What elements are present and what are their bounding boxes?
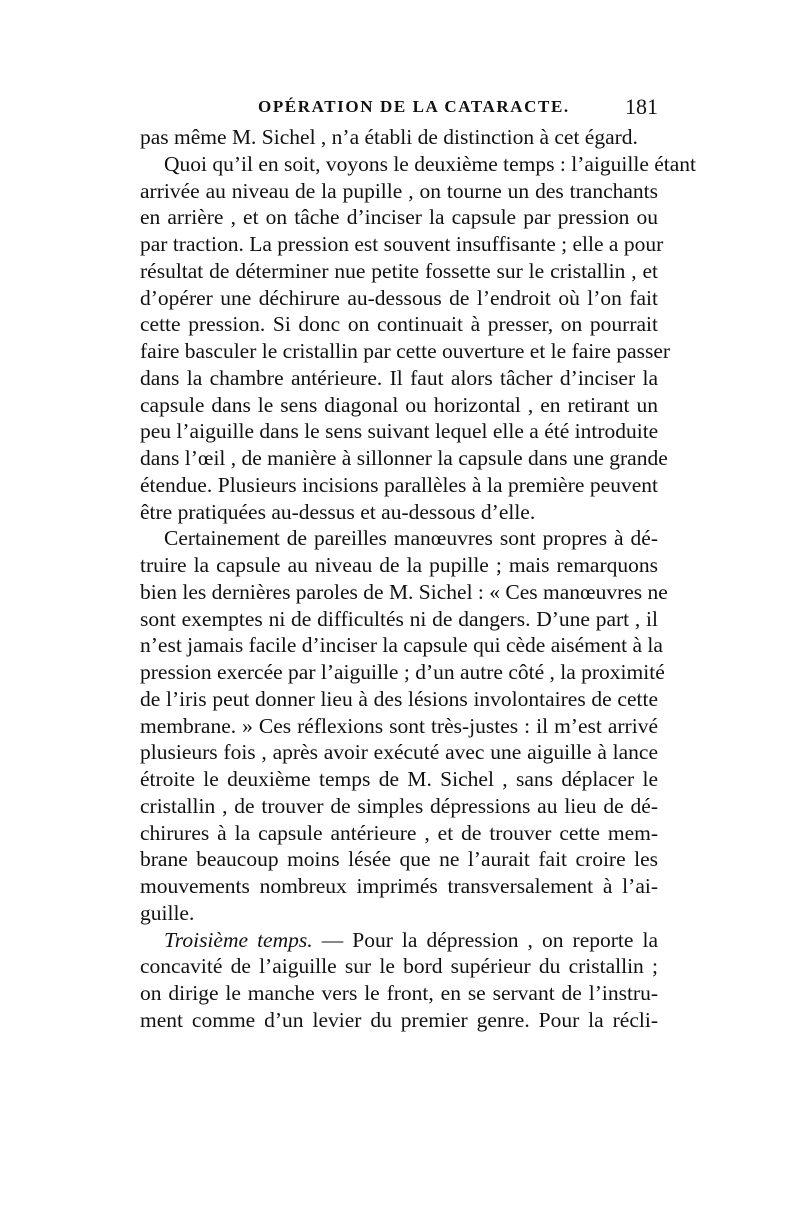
text-line: mouvements nombreux imprimés transversalement à l’ai- bbox=[140, 874, 658, 898]
text-line: chirures à la capsule antérieure , et de trouver cette mem- bbox=[140, 820, 658, 845]
text-line: faire basculer le cristallin par cette ouverture et le faire passer bbox=[140, 339, 671, 363]
text-line: concavité de l’aiguille sur le bord supérieur du cristallin ; bbox=[140, 954, 658, 979]
text-line: par traction. La pression est souvent insuffisante ; elle a pour bbox=[140, 232, 664, 256]
paragraph-continuation bbox=[140, 124, 658, 151]
text-line: arrivée au niveau de la pupille , on tourne un des tranchants bbox=[140, 178, 658, 203]
paragraph-troisieme-temps bbox=[140, 927, 658, 1034]
text-line: bien les dernières paroles de M. Sichel : « Ces manœuvres ne bbox=[140, 579, 668, 604]
section-lead-italic: Troisième temps. bbox=[164, 927, 313, 952]
text-line: peu l’aiguille dans le sens suivant lequel elle a été introduite bbox=[140, 419, 659, 444]
text-line: membrane. » Ces réflexions sont très-justes : il m’est arrivé bbox=[140, 713, 658, 738]
text-line: pas même M. Sichel , n’a établi de distinction à cet égard. bbox=[140, 125, 638, 149]
body-text bbox=[140, 124, 697, 1034]
text-line-lead bbox=[140, 927, 658, 954]
text-line: n’est jamais facile d’inciser la capsule qui cède aisément à la bbox=[140, 633, 663, 658]
text-line: Certainement de pareilles manœuvres sont propres à dé- bbox=[164, 526, 658, 551]
text-line: d’opérer une déchirure au-dessous de l’endroit où l’on fait bbox=[140, 285, 658, 310]
text-line: on dirige le manche vers le front, en se servant de l’instru- bbox=[140, 981, 658, 1005]
text-line: dans la chambre antérieure. Il faut alors tâcher d’inciser la bbox=[140, 365, 658, 390]
text-line: Quoi qu’il en soit, voyons le deuxième temps : l’aiguille étant bbox=[164, 151, 697, 176]
text-line: dans l’œil , de manière à sillonner la capsule dans une grande bbox=[140, 446, 668, 470]
text-line: cette pression. Si donc on continuait à presser, on pourrait bbox=[140, 312, 658, 337]
paragraph-deuxieme-temps bbox=[140, 151, 697, 526]
running-title: OPÉRATION DE LA CATARACTE. bbox=[258, 97, 570, 116]
text-line: cristallin , de trouver de simples dépressions au lieu de dé- bbox=[140, 793, 658, 818]
text-line: plusieurs fois , après avoir exécuté avec une aiguille à lance bbox=[140, 740, 658, 765]
paragraph-certainement bbox=[140, 525, 668, 926]
text-line: brane beaucoup moins lésée que ne l’aurait fait croire les bbox=[140, 847, 658, 872]
text-line: résultat de déterminer nue petite fossette sur le cristallin , et bbox=[140, 258, 658, 283]
text-line: ment comme d’un levier du premier genre. Pour la récli- bbox=[140, 1007, 658, 1032]
text-line: de l’iris peut donner lieu à des lésions involontaires de cette bbox=[140, 686, 658, 711]
text-line: capsule dans le sens diagonal ou horizontal , en retirant un bbox=[140, 392, 658, 417]
text-line: sont exemptes ni de difficultés ni de dangers. D’une part , il bbox=[140, 606, 658, 631]
text-line: pression exercée par l’aiguille ; d’un autre côté , la proximité bbox=[140, 660, 665, 684]
running-header bbox=[140, 95, 658, 125]
section-lead-text: — Pour la dépression , on reporte la bbox=[312, 927, 658, 952]
text-line: étendue. Plusieurs incisions parallèles à la première peuvent bbox=[140, 472, 658, 497]
text-line: étroite le deuxième temps de M. Sichel , sans déplacer le bbox=[140, 767, 658, 791]
page-number: 181 bbox=[625, 94, 658, 119]
text-line: truire la capsule au niveau de la pupille ; mais remarquons bbox=[140, 553, 658, 577]
text-line: guille. bbox=[140, 900, 195, 925]
text-line: être pratiquées au-dessus et au-dessous d’elle. bbox=[140, 499, 536, 524]
text-line: en arrière , et on tâche d’inciser la capsule par pression ou bbox=[140, 205, 658, 230]
